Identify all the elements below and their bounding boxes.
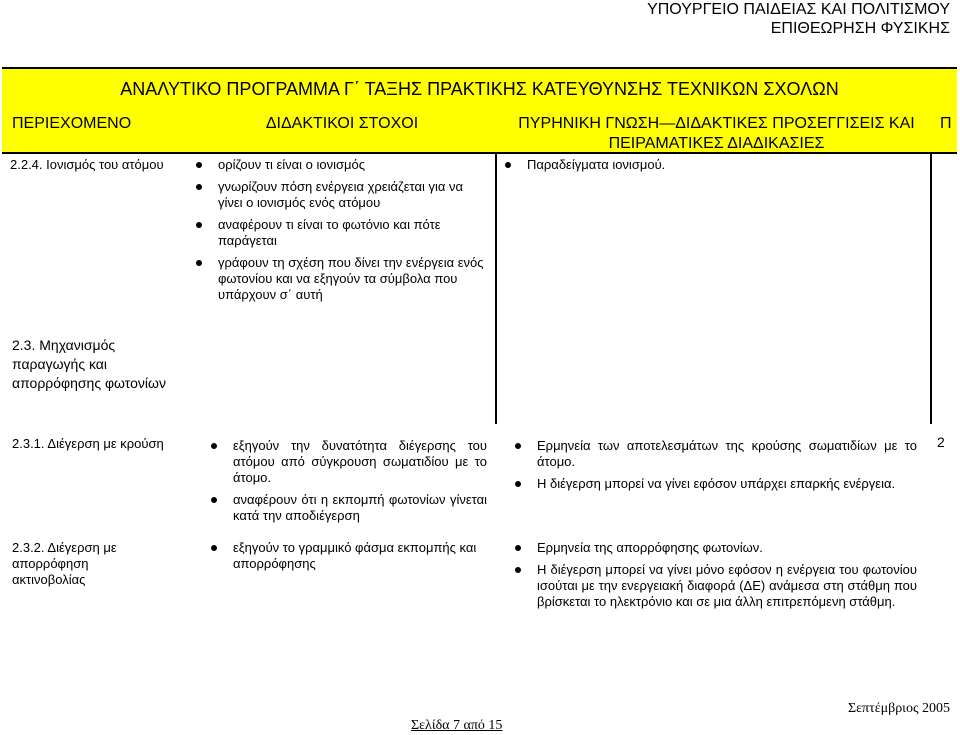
column-divider [930,154,932,329]
knowledge-list-absorption [509,540,917,616]
list-item: Ερμηνεία των αποτελεσμάτων της κρούσης σωματιδίων με το άτομο. [509,438,917,470]
curriculum-title: ΑΝΑΛΥΤΙΚΟ ΠΡΟΓΡΑΜΜΑ Γ΄ ΤΑΞΗΣ ΠΡΑΚΤΙΚΗΣ ΚΑΤΕΥΘΥΝΣΗΣ ΤΕΧΝΙΚΩΝ ΣΧΟΛΩΝ [120,79,839,99]
list-item: Παραδείγματα ιονισμού. [499,157,924,173]
column-header-goals: ΔΙΔΑΚΤΙΚΟΙ ΣΤΟΧΟΙ [265,115,419,132]
list-item: εξηγούν το γραμμικό φάσμα εκπομπής και απορρόφησης [205,540,487,572]
list-item: Η διέγερση μπορεί να γίνει μόνο εφόσον η ενέργεια του φωτονίου ισούται με την ενεργειακή διαφορά (ΔΕ) ανάμεσα στη στάθμη που βρίσκεται το ηλεκτρόνιο και σε μια άλλη επιτρεπόμενη στάθμη. [509,562,917,610]
list-item: αναφέρουν τι είναι το φωτόνιο και πότε παράγεται [190,217,485,249]
column-divider [495,329,497,424]
goals-list-collision [205,438,487,530]
goals-list-absorption [205,540,487,578]
list-item: εξηγούν την δυνατότητα διέγερσης του ατόμου από σύγκρουση σωματιδίου με το άτομο. [205,438,487,486]
list-item: γνωρίζουν πόση ενέργεια χρειάζεται για να γίνει ο ιονισμός ενός ατόμου [190,179,485,211]
side-page-number: 2 [937,434,945,450]
column-header-content: ΠΕΡΙΕΧΟΜΕΝΟ [12,115,132,132]
column-divider [495,154,497,329]
list-item: γράφουν τη σχέση που δίνει την ενέργεια ενός φωτονίου και να εξηγούν τα σύμβολα που υπάρχουν σ΄ αυτή [190,255,485,303]
row-content-collision: 2.3.1. Διέγερση με κρούση [12,436,164,451]
row-content-absorption: 2.3.2. Διέγερση με απορρόφηση ακτινοβολίας [12,540,117,587]
column-divider [930,329,932,424]
table-header-banner [2,67,957,154]
list-item: Ερμηνεία της απορρόφησης φωτονίων. [509,540,917,556]
goals-list-ionization [190,157,485,309]
row-content-ionization: 2.2.4. Ιονισμός του ατόμου [10,157,164,172]
list-item: αναφέρουν ότι η εκπομπή φωτονίων γίνεται κατά την αποδιέγερση [205,492,487,524]
page-footer: Σελίδα 7 από 15 [411,718,503,733]
column-header-knowledge: ΠΥΡΗΝΙΚΗ ΓΝΩΣΗ—ΔΙΔΑΚΤΙΚΕΣ ΠΡΟΣΕΓΓΙΣΕΙΣ ΚΑΙ ΠΕΙΡΑΜΑΤΙΚΕΣ ΔΙΑΔΙΚΑΣΙΕΣ [518,115,915,152]
knowledge-list-ionization [499,157,924,179]
list-item: Η διέγερση μπορεί να γίνει εφόσον υπάρχει επαρκής ενέργεια. [509,476,917,492]
column-header-p: Π [940,115,952,132]
knowledge-list-collision [509,438,917,498]
ministry-header: ΥΠΟΥΡΓΕΙΟ ΠΑΙΔΕΙΑΣ ΚΑΙ ΠΟΛΙΤΙΣΜΟΥ [647,1,950,18]
list-item: ορίζουν τι είναι ο ιονισμός [190,157,485,173]
section-heading: 2.3. Μηχανισμός παραγωγής και απορρόφησης φωτονίων [12,337,166,391]
department-header: ΕΠΙΘΕΩΡΗΣΗ ΦΥΣΙΚΗΣ [770,20,950,37]
date-footer: Σεπτέμβριος 2005 [847,701,950,716]
